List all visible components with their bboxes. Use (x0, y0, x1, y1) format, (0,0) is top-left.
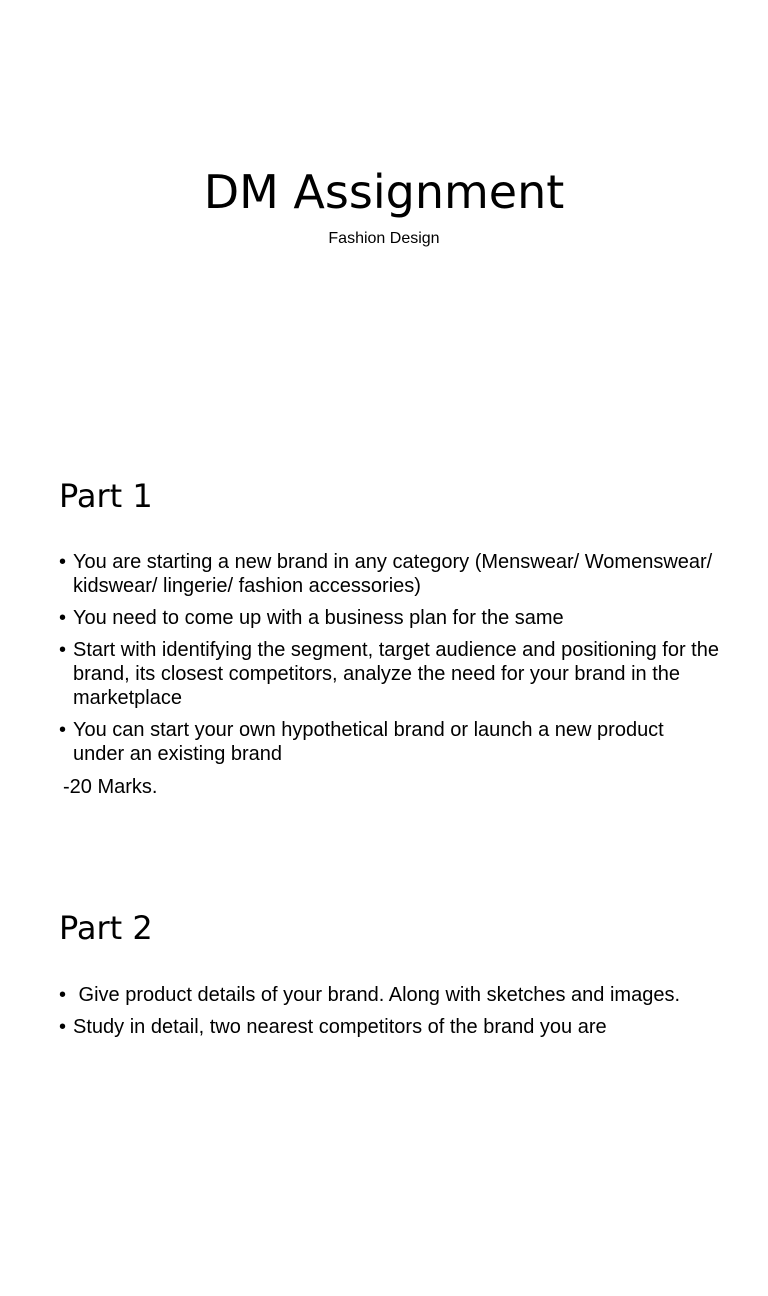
slide-heading: Part 2 (59, 909, 153, 947)
slide-part-2 (0, 864, 768, 1296)
bullet-text: Start with identifying the segment, target audience and positioning for the brand, its closest competitors, analyze the need for your brand in the marketplace (73, 639, 719, 709)
slide-part-1 (0, 432, 768, 864)
bullet-icon: • (59, 719, 67, 741)
bullet-text: You are starting a new brand in any category (Menswear/ Womenswear/ kidswear/ lingerie/ fashion accessories) (73, 551, 713, 597)
bullet-text: You need to come up with a business plan for the same (73, 607, 564, 629)
slide-heading: Part 1 (59, 477, 153, 515)
bullet-list (59, 983, 719, 1047)
bullet-item (59, 718, 719, 766)
bullet-list (59, 550, 719, 774)
slide-subtitle: Fashion Design (328, 230, 440, 247)
bullet-icon: • (59, 551, 67, 573)
bullet-item (59, 1015, 719, 1039)
marks-note: -20 Marks. (63, 776, 158, 798)
bullet-icon: • (59, 639, 67, 661)
bullet-icon: • (59, 1016, 67, 1038)
bullet-icon: • (59, 984, 67, 1006)
bullet-item (59, 638, 719, 710)
bullet-text: You can start your own hypothetical brand or launch a new product under an existing brand (73, 719, 664, 765)
bullet-item (59, 983, 719, 1007)
slide-title (0, 0, 768, 432)
bullet-item (59, 550, 719, 598)
bullet-text: Give product details of your brand. Along with sketches and images. (73, 984, 681, 1006)
bullet-icon: • (59, 607, 67, 629)
slide-title-heading: DM Assignment (203, 165, 565, 219)
bullet-text: Study in detail, two nearest competitors of the brand you are (73, 1016, 607, 1038)
bullet-item (59, 606, 719, 630)
